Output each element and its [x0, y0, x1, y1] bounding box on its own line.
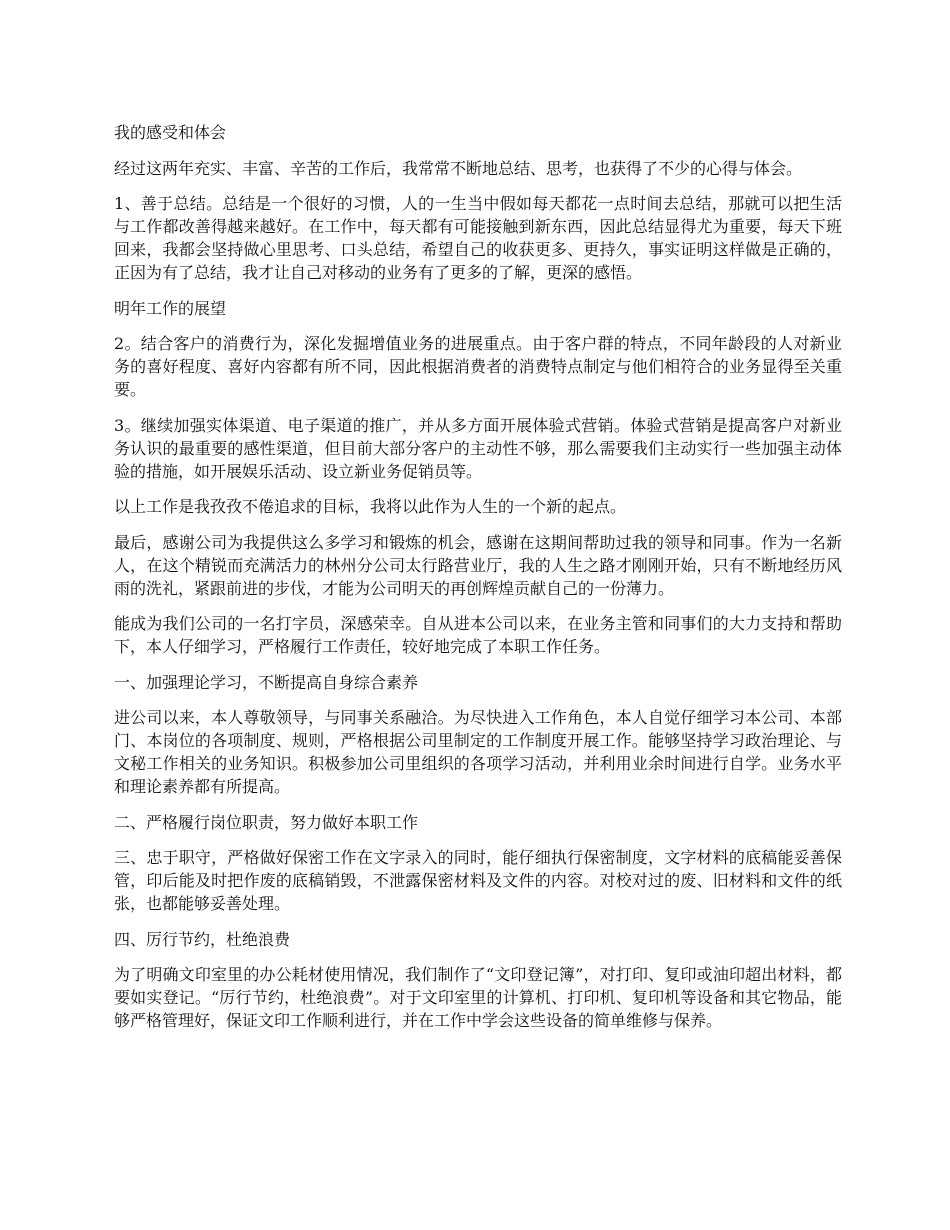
paragraph-intro: 经过这两年充实、丰富、辛苦的工作后，我常常不断地总结、思考，也获得了不少的心得与体会。: [114, 158, 803, 178]
heading-section-1: 一、加强理论学习，不断提高自身综合素养: [114, 672, 419, 692]
paragraph-goal: 以上工作是我孜孜不倦追求的目标，我将以此作为人生的一个新的起点。: [114, 497, 627, 516]
paragraph-section-1: 进公司以来，本人尊敬领导，与同事关系融洽。为尽快进入工作角色，本人自觉仔细学习本公司、本部门、本岗位的各项制度、规则，严格根据公司里制定的工作制度开展工作。能够坚持学习政治理论、与文秘工作相关的业务知识。积极参加公司里组织的各项学习活动，并利用业余时间进行自学。业务水平和理论素养都有所提高。: [114, 708, 842, 796]
paragraph-section-4: 为了明确文印室里的办公耗材使用情况，我们制作了“文印登记簿”，对打印、复印或油印超出材料，都要如实登记。“厉行节约，杜绝浪费”。对于文印室里的计算机、打印机、复印机等设备和其它物品，能够严格管理好，保证文印工作顺利进行，并在工作中学会这些设备的简单维修与保养。: [114, 965, 842, 1030]
paragraph-typist-intro: 能成为我们公司的一名打字员，深感荣幸。自从进本公司以来，在业务主管和同事们的大力支持和帮助下，本人仔细学习，严格履行工作责任，较好地完成了本职工作任务。: [114, 614, 842, 656]
paragraph-point-3: 3。继续加强实体渠道、电子渠道的推广，并从多方面开展体验式营销。体验式营销是提高客户对新业务认识的最重要的感性渠道，但目前大部分客户的主动性不够，那么需要我们主动实行一些加强主动体验的措施，如开展娱乐活动、设立新业务促销员等。: [114, 415, 842, 481]
heading-feelings: 我的感受和体会: [114, 123, 227, 142]
heading-outlook: 明年工作的展望: [114, 298, 227, 318]
paragraph-summary: 1、善于总结。总结是一个很好的习惯，人的一生当中假如每天都花一点时间去总结，那就可以把生活与工作都改善得越来越好。在工作中，每天都有可能接触到新东西，因此总结显得尤为重要，每天下班回来，我都会坚持做心里思考、口头总结，希望自己的收获更多、更持久，事实证明这样做是正确的，正因为有了总结，我才让自己对移动的业务有了更多的了解，更深的感悟。: [114, 194, 842, 282]
paragraph-point-2: 2。结合客户的消费行为，深化发掘增值业务的进展重点。由于客户群的特点，不同年龄段的人对新业务的喜好程度、喜好内容都有所不同，因此根据消费者的消费特点制定与他们相符合的业务显得至关重要。: [114, 334, 842, 399]
heading-section-2: 二、严格履行岗位职责，努力做好本职工作: [114, 812, 419, 832]
paragraph-thanks: 最后，感谢公司为我提供这么多学习和锻炼的机会，感谢在这期间帮助过我的领导和同事。作为一名新人，在这个精锐而充满活力的林州分公司太行路营业厅，我的人生之路才刚刚开始，只有不断地经历风雨的洗礼，紧跟前进的步伐，才能为公司明天的再创辉煌贡献自己的一份薄力。: [114, 532, 842, 598]
paragraph-section-3: 三、忠于职守，严格做好保密工作在文字录入的同时，能仔细执行保密制度，文字材料的底稿能妥善保管，印后能及时把作废的底稿销毁，不泄露保密材料及文件的内容。对校对过的废、旧材料和文件的纸张，也都能够妥善处理。: [114, 848, 842, 913]
heading-section-4: 四、厉行节约，杜绝浪费: [114, 929, 291, 949]
document-page: [114, 121, 842, 1045]
